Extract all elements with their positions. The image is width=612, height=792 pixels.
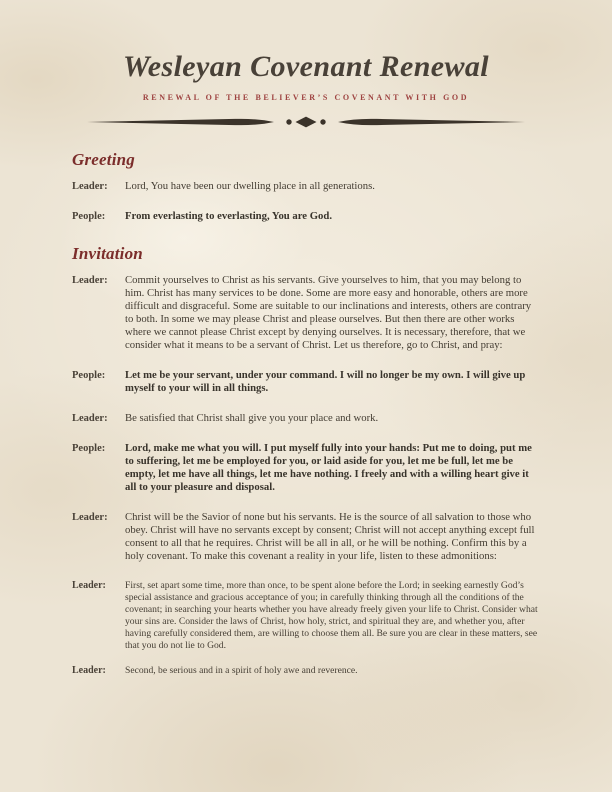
liturgy-entry bbox=[72, 274, 540, 352]
liturgy-entry bbox=[72, 665, 540, 677]
entry-text: First, set apart some time, more than once, to be spent alone before the Lord; in seeking earnestly God’s special assistance and gracious acceptance of you; in carefully thinking through all the conditions of the covenant; in searching your hearts whether you have already freely given your life to Christ. Consider what your sins are. Consider the laws of Christ, how holy, strict, and spiritual they are, and whether you, after having carefully considered them, are willing to choose them all. Be sure you are clear in these matters, see that you do not lie to God. bbox=[125, 580, 538, 651]
speaker-label: People: bbox=[72, 370, 106, 381]
speaker-label: Leader: bbox=[72, 181, 108, 192]
entry-text: Christ will be the Savior of none but his servants. He is the source of all salvation to those who obey. Christ will have no servants except by consent; Christ will not accept anything except full consent to all that he requires. Christ will be all in all, or he will be nothing. Confirm this by a holy covenant. To make this covenant a reality in your life, listen to these admonitions: bbox=[125, 511, 535, 562]
liturgy-entry bbox=[72, 442, 540, 494]
speaker-label: People: bbox=[72, 211, 106, 222]
document-subtitle: RENEWAL OF THE BELIEVER’S COVENANT WITH GOD bbox=[142, 93, 470, 102]
liturgy-entry bbox=[72, 369, 540, 395]
document-title: Wesleyan Covenant Renewal bbox=[122, 50, 490, 83]
entry-text: Let me be your servant, under your command. I will no longer be my own. I will give up myself to your will in all things. bbox=[125, 369, 526, 394]
tapered-rule-diamond-icon bbox=[85, 115, 527, 129]
entry-text: Lord, You have been our dwelling place in all generations. bbox=[125, 180, 375, 192]
speaker-label: People: bbox=[72, 443, 106, 454]
liturgy-entry bbox=[72, 412, 540, 425]
speaker-label: Leader: bbox=[72, 413, 108, 424]
speaker-label: Leader: bbox=[72, 665, 106, 677]
section-heading-invitation: Invitation bbox=[72, 244, 143, 263]
entry-text: Lord, make me what you will. I put myself fully into your hands: Put me to doing, put me to suffering, let me be employed for you, or laid aside for you, let me be full, let me be empty, let me have all things, let me have nothing. I freely and with a willing heart give it all to your pleasure and disposal. bbox=[125, 442, 532, 493]
speaker-label: Leader: bbox=[72, 580, 106, 591]
liturgy-entry bbox=[72, 210, 540, 223]
liturgy-entry bbox=[72, 580, 540, 651]
entry-text: Commit yourselves to Christ as his servants. Give yourselves to him, that you may belong to him. Christ has many services to be done. Some are more easy and honorable, others are more difficult and disgraceful. Some are suitable to our inclinations and interests, others are contrary to both. In some we may please Christ and please ourselves. But then there are other works where we cannot please Christ except by denying ourselves. It is necessary, therefore, that we consider what it means to be a servant of Christ. Let us therefore, go to Christ, and pray: bbox=[125, 274, 532, 351]
speaker-label: Leader: bbox=[72, 275, 108, 286]
entry-text: Second, be serious and in a spirit of holy awe and reverence. bbox=[125, 665, 358, 677]
speaker-label: Leader: bbox=[72, 512, 108, 523]
section-heading-greeting: Greeting bbox=[72, 150, 135, 169]
document-header bbox=[0, 0, 612, 129]
entry-text: From everlasting to everlasting, You are God. bbox=[125, 210, 332, 222]
liturgy-entry bbox=[72, 511, 540, 563]
liturgy-body bbox=[72, 150, 540, 677]
liturgy-entry bbox=[72, 180, 540, 193]
ornamental-divider bbox=[0, 115, 612, 129]
entry-text: Be satisfied that Christ shall give you your place and work. bbox=[125, 412, 379, 424]
